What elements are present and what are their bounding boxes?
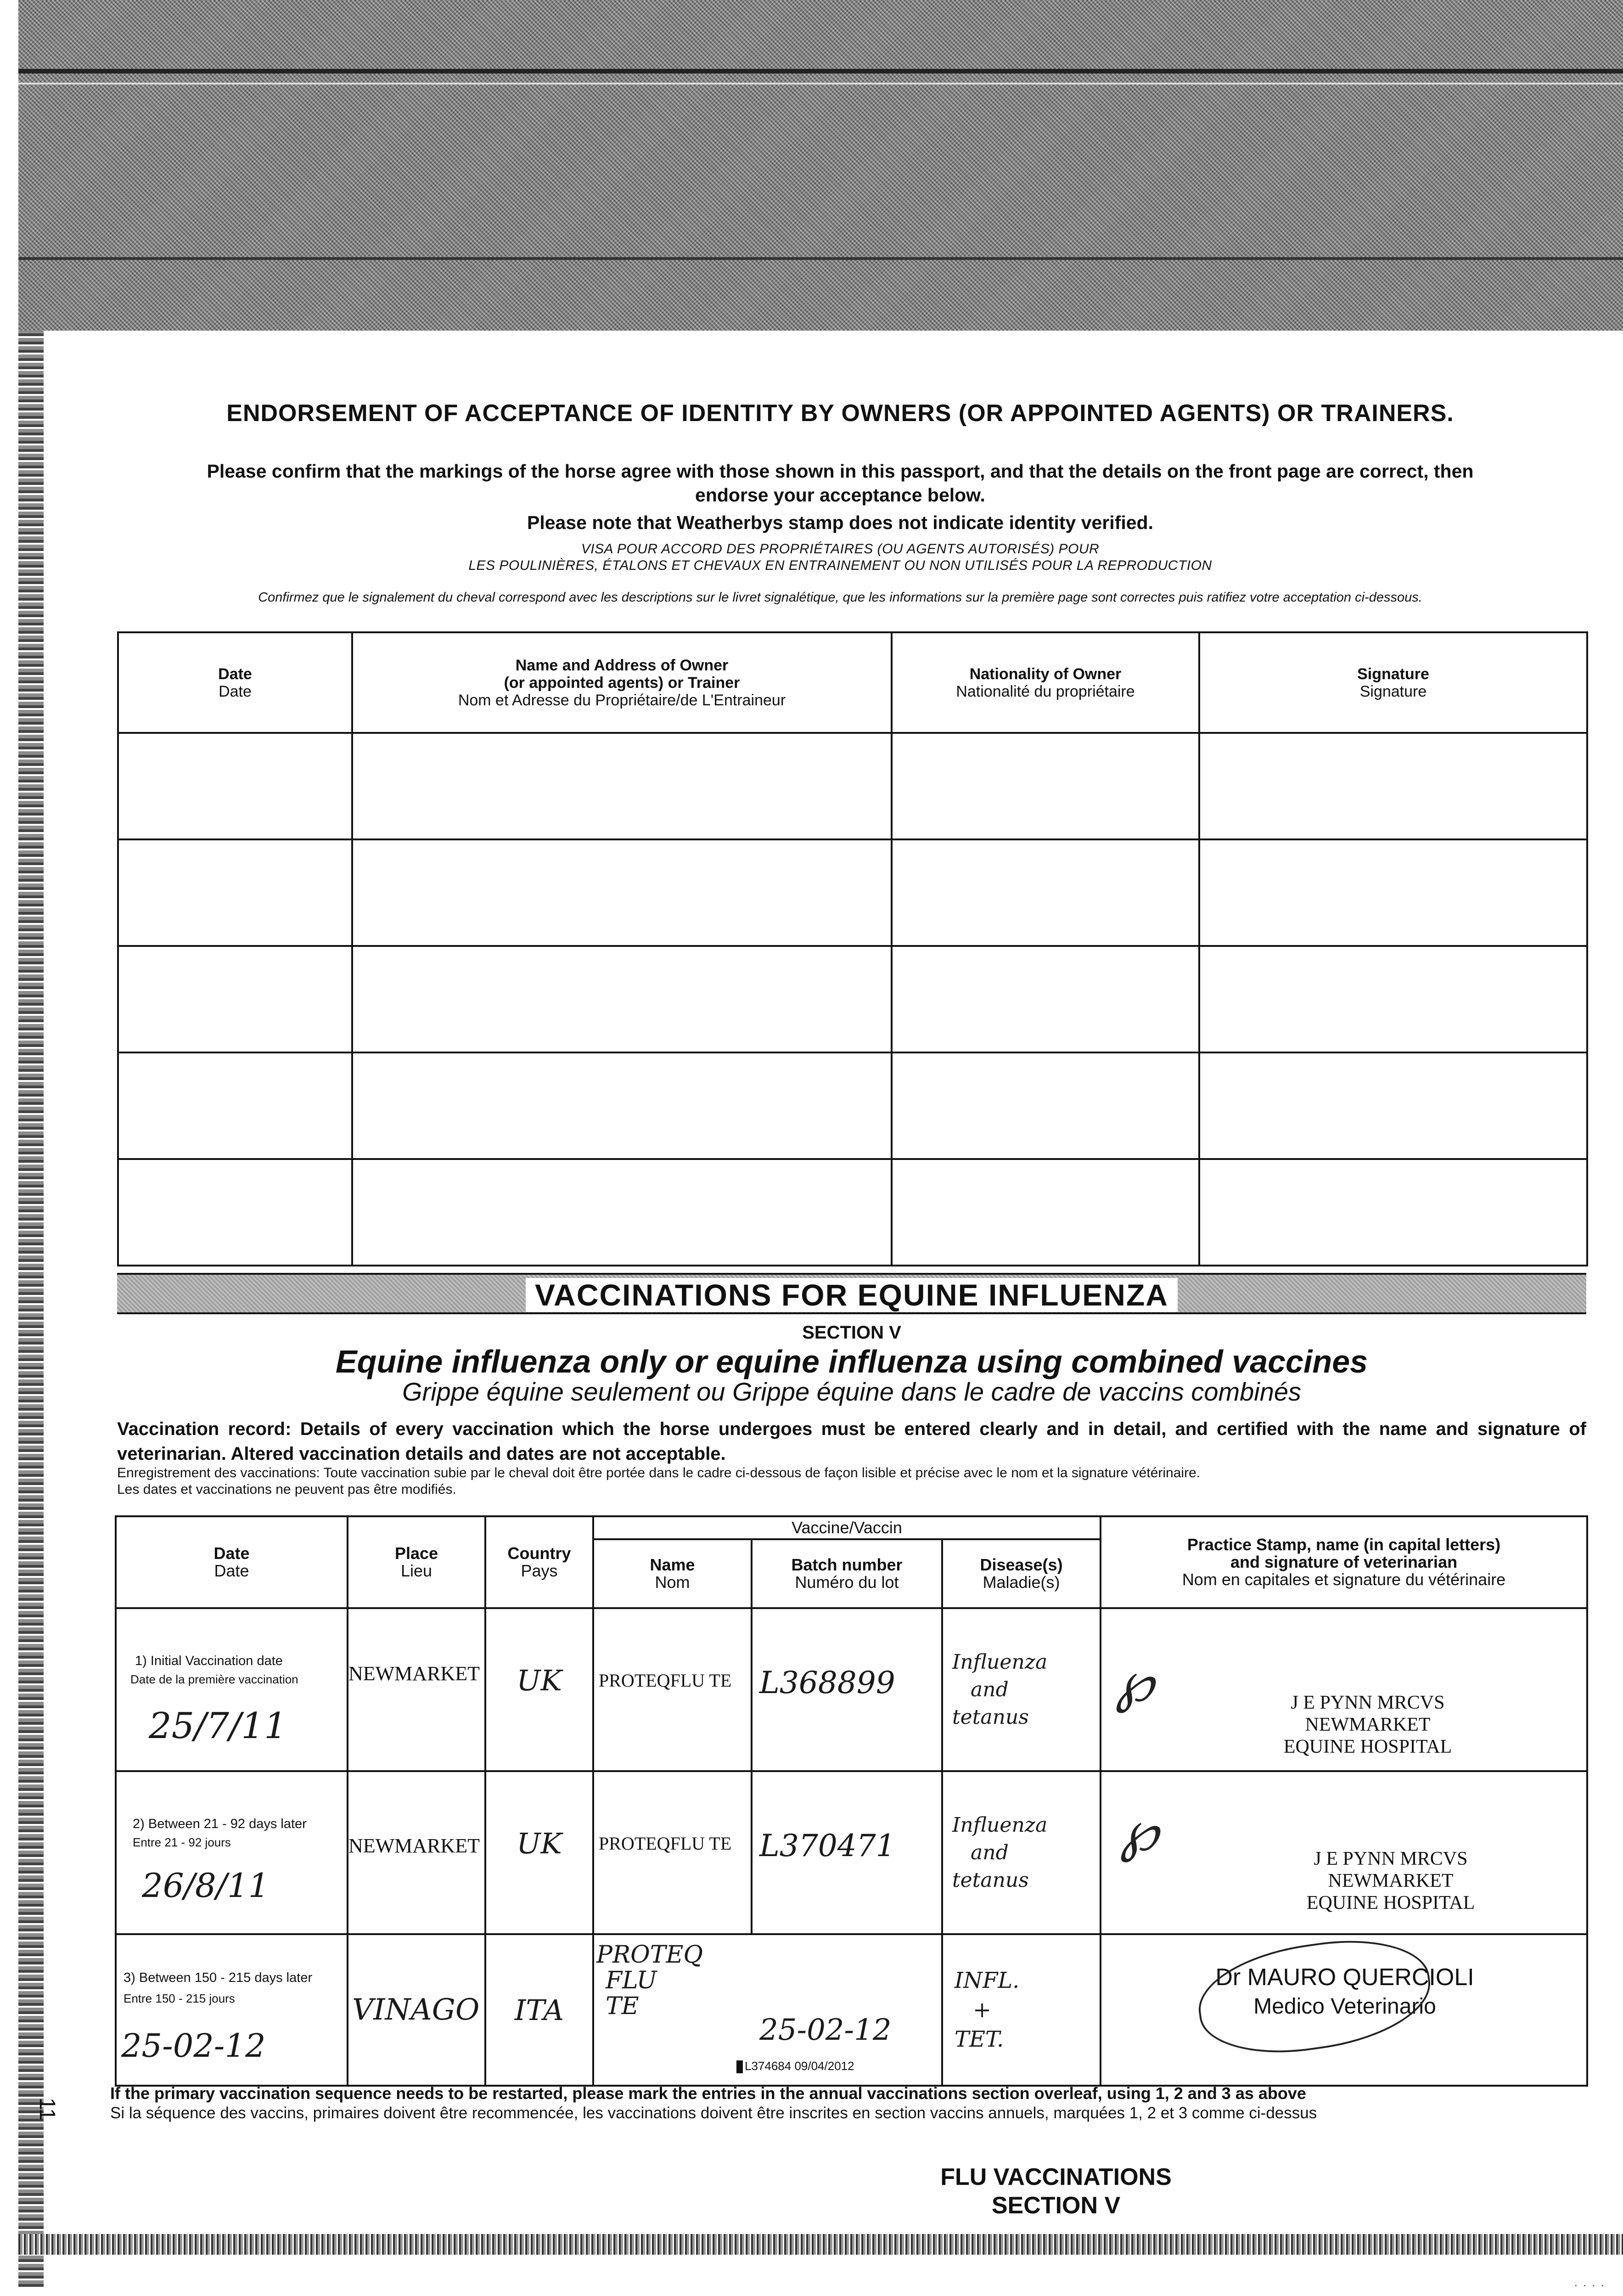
vacc-row-1-stamp-cell[interactable]: [1101, 1608, 1587, 1771]
vaccination-record-body: Details of every vaccination which the horse undergoes must be entered clearly and in detail, and certified with the name and signature of veterinarian. Altered vaccination details and dates are not acceptable.: [117, 1419, 1587, 1464]
endorsement-title: ENDORSEMENT OF ACCEPTANCE OF IDENTITY BY OWNERS (OR APPOINTED AGENTS) OR TRAINERS.: [226, 400, 1454, 427]
owner-header-signature-fr: Signature: [1359, 682, 1427, 700]
vacc-row-3: [116, 1934, 1587, 2086]
vacc-header-name: [593, 1539, 752, 1608]
vacc-row-3-number: 3: [124, 1970, 131, 1985]
vacc-row-1-vet-1: J E PYNN MRCVS: [1291, 1692, 1445, 1713]
vacc-row-2-vet-1: J E PYNN MRCVS: [1314, 1848, 1468, 1869]
vacc-header-vaccine-group: Vaccine/Vaccin: [593, 1516, 1101, 1539]
vacc-row-2-vaccine-cell[interactable]: [593, 1771, 752, 1934]
vacc-row-1-disease-3: tetanus: [952, 1705, 1029, 1729]
vacc-row-3-vaccine-batch-cell[interactable]: [593, 1934, 942, 2086]
vacc-row-2-disease-cell[interactable]: [942, 1771, 1101, 1934]
vacc-row-1-place-cell[interactable]: [348, 1608, 485, 1771]
vacc-row-3-batch: 25-02-12: [759, 2013, 892, 2047]
owner-header-date: [118, 632, 352, 733]
owner-entry-signature[interactable]: [1199, 733, 1587, 839]
vacc-row-2-vet-2: NEWMARKET: [1328, 1870, 1454, 1891]
vacc-row-3-date-cell[interactable]: 3) Between 150 - 215 days later Entre 150 - 215 jours 25-02-12: [116, 1934, 348, 2086]
vacc-row-2-vet-stamp: [1276, 1848, 1505, 1914]
vacc-row-3-place-cell[interactable]: [348, 1934, 485, 2086]
vaccination-record-fr-1: Enregistrement des vaccinations: Toute vaccination subie par le cheval doit être portée dans le cadre ci-dessous de façon lisible et précise avec le nom et la signature vétérinaire.: [117, 1465, 1201, 1480]
vaccinations-subtitle-en: Equine influenza only or equine influenza using combined vaccines: [335, 1344, 1368, 1379]
flu-footer-line-1: FLU VACCINATIONS: [940, 2164, 1172, 2190]
scan-bottom-band: [18, 2234, 1623, 2255]
owner-header-nationality-en: Nationality of Owner: [969, 665, 1122, 683]
vacc-header-batch-fr: Numéro du lot: [795, 1573, 899, 1592]
vacc-row-2: [116, 1771, 1587, 1934]
vacc-header-stamp-en2: and signature of veterinarian: [1230, 1553, 1458, 1571]
vaccination-record-french: [117, 1465, 1586, 1498]
vaccination-record-label: Vaccination record:: [117, 1419, 292, 1439]
vacc-row-1-disease-1: Influenza: [952, 1650, 1048, 1674]
sticker-barcode-icon: [736, 2060, 743, 2073]
scan-dark-band: [18, 0, 1623, 331]
owner-entry-nationality[interactable]: [892, 1052, 1199, 1159]
endorsement-french-caps-2: LES POULINIÈRES, ÉTALONS ET CHEVAUX EN ENTRAINEMENT OU NON UTILISÉS POUR LA REPRODUCTION: [468, 558, 1212, 573]
flu-footer-line-2: SECTION V: [991, 2192, 1121, 2219]
endorsement-french-caps-1: VISA POUR ACCORD DES PROPRIÉTAIRES (OU AGENTS AUTORISÉS) POUR: [581, 541, 1100, 557]
vacc-row-1: [116, 1608, 1587, 1771]
vacc-row-2-batch: L370471: [759, 1828, 895, 1863]
vacc-row-1-disease-cell[interactable]: [942, 1608, 1101, 1771]
owner-entry-nationality[interactable]: [892, 733, 1199, 839]
vacc-row-1-number: 1: [135, 1654, 143, 1668]
vacc-row-1-vaccine-name: PROTEQFLU TE: [599, 1670, 732, 1691]
owner-entry-date[interactable]: [118, 1159, 352, 1266]
owner-header-name-fr: Nom et Adresse du Propriétaire/de L'Entraineur: [458, 691, 786, 709]
vacc-header-disease-en: Disease(s): [980, 1555, 1063, 1574]
owner-header-date-en: Date: [218, 665, 252, 683]
owner-entry-name[interactable]: [352, 946, 892, 1052]
vacc-header-country-en: Country: [507, 1544, 571, 1563]
vacc-header-name-en: Name: [650, 1555, 695, 1574]
owner-entry-row: [118, 733, 1587, 839]
owner-entry-signature[interactable]: [1199, 1159, 1587, 1266]
owner-header-nationality: [892, 632, 1199, 733]
vacc-row-3-country: ITA: [514, 1993, 564, 2027]
owner-entry-name[interactable]: [352, 1159, 892, 1266]
endorsement-french-instruction: Confirmez que le signalement du cheval correspond avec les descriptions sur le livret signalétique, que les informations sur la première page sont correctes puis ratifiez votre acceptation ci-dessous.: [258, 590, 1422, 605]
vacc-row-3-vaccine-name: [596, 1942, 703, 2019]
owner-endorsement-table: [117, 631, 1588, 1266]
owner-header-name-en: Name and Address of Owner: [515, 656, 729, 674]
vacc-header-disease-fr: Maladie(s): [983, 1573, 1060, 1592]
vacc-row-3-vet-2: Medico Veterinario: [1253, 1994, 1436, 2019]
vacc-row-2-disease-3: tetanus: [952, 1868, 1029, 1892]
vacc-header-date-en: Date: [213, 1544, 250, 1563]
vacc-row-2-number: 2: [133, 1817, 140, 1831]
page-number: 11: [35, 2098, 59, 2121]
owner-entry-date[interactable]: [118, 733, 352, 839]
owner-entry-signature[interactable]: [1199, 946, 1587, 1052]
owner-header-nationality-fr: Nationalité du propriétaire: [956, 682, 1135, 700]
vacc-row-3-date: 25-02-12: [121, 2027, 266, 2065]
vacc-header-batch-en: Batch number: [791, 1555, 903, 1574]
vacc-header-row-1: [116, 1516, 1587, 1539]
vacc-row-2-disease-1: Influenza: [952, 1813, 1048, 1837]
vaccination-table: [115, 1515, 1588, 2087]
vacc-row-3-disease-3: TET.: [955, 2026, 1004, 2052]
owner-entry-nationality[interactable]: [892, 946, 1199, 1052]
vacc-header-place: [348, 1516, 485, 1608]
vacc-header-date-fr: Date: [214, 1561, 249, 1580]
vacc-row-3-vaccine-2: FLU: [606, 1967, 657, 1994]
owner-header-date-fr: Date: [219, 682, 252, 700]
vacc-row-2-vet-3: EQUINE HOSPITAL: [1306, 1892, 1475, 1913]
section-label: SECTION V: [802, 1322, 901, 1343]
vacc-row-2-place-cell[interactable]: [348, 1771, 485, 1934]
vaccination-record-fr-2: Les dates et vaccinations ne peuvent pas être modifiés.: [117, 1482, 456, 1497]
vacc-row-2-label-en: Between 21 - 92 days later: [148, 1817, 307, 1831]
vacc-row-1-place: NEWMARKET: [348, 1662, 480, 1685]
vacc-row-1-disease-2: and: [971, 1677, 1009, 1701]
vacc-row-1-country: UK: [517, 1664, 562, 1697]
vacc-row-1-vet-stamp: [1253, 1692, 1483, 1758]
owner-entry-signature[interactable]: [1199, 839, 1587, 946]
vacc-header-place-en: Place: [394, 1544, 438, 1563]
owner-header-signature: [1199, 632, 1587, 733]
vacc-row-3-disease-cell[interactable]: [942, 1934, 1101, 2086]
owner-entry-date[interactable]: [118, 946, 352, 1052]
vacc-header-stamp: [1101, 1516, 1587, 1608]
vacc-row-1-signature: ℘: [1115, 1650, 1154, 1714]
restart-note-en: If the primary vaccination sequence needs to be restarted, please mark the entries in the annual vaccinations section overleaf, using 1, 2 and 3 as above: [110, 2084, 1306, 2103]
vacc-header-stamp-fr: Nom en capitales et signature du vétérinaire: [1182, 1570, 1506, 1589]
vacc-header-date: [116, 1516, 348, 1608]
owner-entry-signature[interactable]: [1199, 1052, 1587, 1159]
vaccinations-band: [117, 1273, 1586, 1314]
scan-corner-dots: ····: [1573, 2278, 1609, 2292]
vacc-row-1-vaccine-cell[interactable]: [593, 1608, 752, 1771]
vacc-row-3-disease-1: INFL.: [955, 1968, 1020, 1993]
vacc-row-1-batch: L368899: [759, 1665, 895, 1700]
restart-note-fr: Si la séquence des vaccins, primaires doivent être recommencée, les vaccinations doivent être inscrites en section vaccins annuels, marquées 1, 2 et 3 comme ci-dessus: [110, 2104, 1317, 2122]
owner-entry-name[interactable]: [352, 733, 892, 839]
owner-entry-row: [118, 946, 1587, 1052]
scan-left-edge: [18, 331, 44, 2287]
owner-entry-row: [118, 1052, 1587, 1159]
vacc-row-3-stamp-cell[interactable]: [1101, 1934, 1587, 2086]
vacc-header-stamp-en1: Practice Stamp, name (in capital letters): [1187, 1535, 1501, 1554]
vacc-row-3-vaccine-3: TE: [606, 1992, 639, 2020]
owner-entry-name[interactable]: [352, 1052, 892, 1159]
vacc-header-disease: [942, 1539, 1101, 1608]
vacc-header-country-fr: Pays: [521, 1561, 558, 1580]
owner-header-name-address: [352, 632, 892, 733]
vacc-row-3-signature-loop: [1192, 1929, 1438, 2065]
owner-entry-row: [118, 839, 1587, 946]
vacc-row-2-country: UK: [517, 1827, 562, 1860]
vacc-row-2-batch-cell[interactable]: [752, 1771, 942, 1934]
owner-entry-date[interactable]: [118, 839, 352, 946]
vacc-row-1-date: 25/7/11: [149, 1705, 287, 1747]
vacc-row-1-vet-2: NEWMARKET: [1305, 1714, 1431, 1735]
vacc-row-2-vaccine-name: PROTEQFLU TE: [599, 1833, 732, 1854]
vacc-row-3-label-fr: Entre 150 - 215 jours: [124, 1992, 235, 2005]
vacc-row-3-vaccine-1: PROTEQ: [596, 1941, 703, 1969]
vacc-row-1-batch-cell[interactable]: [752, 1608, 942, 1771]
vacc-row-2-date: 26/8/11: [142, 1866, 270, 1905]
vacc-header-place-fr: Lieu: [400, 1561, 432, 1580]
endorsement-note: Please note that Weatherbys stamp does not indicate identity verified.: [527, 512, 1153, 533]
owner-entry-row: [118, 1159, 1587, 1266]
owner-entry-nationality[interactable]: [892, 839, 1199, 946]
vacc-row-3-place: VINAGO: [352, 1993, 480, 2027]
endorsement-instruction-1: Please confirm that the markings of the horse agree with those shown in this passport, and that the details on the front page are correct, then: [207, 461, 1474, 482]
vacc-row-1-label-fr: Date de la première vaccination: [130, 1672, 298, 1686]
vacc-row-2-country-cell[interactable]: [485, 1771, 593, 1934]
vacc-row-3-disease-2: +: [973, 1997, 992, 2023]
vacc-row-3-vet-1: Dr MAURO QUERCIOLI: [1215, 1964, 1474, 1991]
vacc-header-country: [485, 1516, 593, 1608]
vacc-row-1-label-en: Initial Vaccination date: [150, 1654, 283, 1668]
vacc-row-2-stamp-cell[interactable]: [1101, 1771, 1587, 1934]
owner-header-name-en2: (or appointed agents) or Trainer: [504, 674, 740, 692]
vacc-row-1-date-cell[interactable]: 1) Initial Vaccination date Date de la première vaccination 25/7/11: [116, 1608, 348, 1771]
owner-entry-nationality[interactable]: [892, 1159, 1199, 1266]
endorsement-instruction-2: endorse your acceptance below.: [695, 484, 985, 506]
owner-entry-date[interactable]: [118, 1052, 352, 1159]
vacc-header-batch: [752, 1539, 942, 1608]
vacc-row-3-country-cell[interactable]: [485, 1934, 593, 2086]
vacc-header-name-fr: Nom: [655, 1573, 690, 1592]
vaccinations-subtitle-fr: Grippe équine seulement ou Grippe équine dans le cadre de vaccins combinés: [402, 1377, 1302, 1406]
vaccination-record-text: [117, 1417, 1586, 1466]
vacc-row-2-disease-2: and: [971, 1840, 1009, 1864]
owner-table-header-row: [118, 632, 1587, 733]
vacc-row-2-date-cell[interactable]: 2) Between 21 - 92 days later Entre 21 - 92 jours 26/8/11: [116, 1771, 348, 1934]
vacc-row-2-label-fr: Entre 21 - 92 jours: [133, 1835, 231, 1849]
owner-header-signature-en: Signature: [1357, 665, 1429, 683]
flu-vaccinations-footer: [872, 2163, 1240, 2220]
vacc-row-2-signature: ℘: [1120, 1800, 1158, 1863]
vacc-row-3-label-en: Between 150 - 215 days later: [139, 1970, 313, 1985]
vacc-row-1-vet-3: EQUINE HOSPITAL: [1283, 1736, 1452, 1757]
vaccinations-band-title: VACCINATIONS FOR EQUINE INFLUENZA: [526, 1278, 1178, 1312]
vacc-row-3-batch-sticker: L374684 09/04/2012: [736, 2059, 854, 2073]
owner-entry-name[interactable]: [352, 839, 892, 946]
vacc-row-2-place: NEWMARKET: [348, 1835, 480, 1857]
vacc-row-1-country-cell[interactable]: [485, 1608, 593, 1771]
